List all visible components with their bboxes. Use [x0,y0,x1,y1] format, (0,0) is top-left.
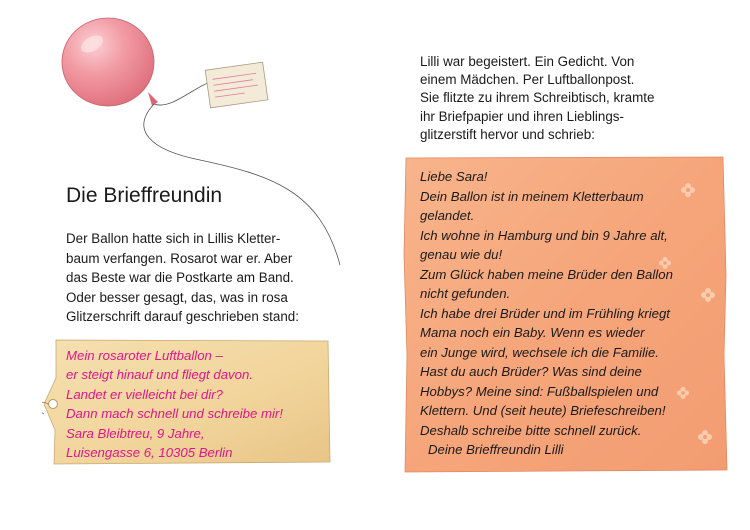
intro-line: Der Ballon hatte sich in Lillis Kletter- [66,231,281,246]
letter-signature: Deine Brieffreundin Lilli [428,442,564,457]
right-page [375,0,750,530]
right-paragraph [420,53,720,144]
right-line: einem Mädchen. Per Luftballonpost. [420,72,635,88]
letter-line: Mama noch ein Baby. Wenn es wieder [420,325,645,340]
letter-line: ein Junge wird, wechsele ich die Familie. [420,344,659,360]
tag-line: Dann mach schnell und schreibe mir! [66,406,283,422]
tag-line: Mein rosaroter Luftballon – [66,348,223,363]
letter-line: Ich habe drei Brüder und im Frühling kriegt [420,305,670,321]
tag-line: Landet er vielleicht bei dir? [66,386,223,402]
letter-line: Dein Ballon ist in meinem Kletterbaum [420,188,644,204]
letter-line: genau wie du! [420,247,503,262]
right-line: ihr Briefpapier und ihren Lieblings- [420,108,624,124]
letter [403,155,728,473]
right-line: glitzerstift hervor und schrieb: [420,126,595,142]
tag-line: Sara Bleibtreu, 9 Jahre, [66,425,205,441]
letter-line: Ich wohne in Hamburg und bin 9 Jahre alt, [420,227,668,243]
letter-line: Hobbys? Meine sind: Fußballspielen und [420,383,659,399]
intro-line: das Beste war die Postkarte am Band. [66,270,294,286]
intro-paragraph [66,229,336,327]
letter-body [420,167,673,460]
letter-line: Liebe Sara! [420,169,488,184]
intro-line: Glitzerschrift darauf geschrieben stand: [66,309,299,325]
postcard-tag [42,338,332,466]
letter-line: Hast du auch Brüder? Was sind deine [420,364,642,379]
tag-poem [66,346,283,462]
letter-line: gelandet. [420,208,475,223]
letter-line: Klettern. Und (seit heute) Briefeschreiben! [420,403,666,418]
tag-line: er steigt hinauf und fliegt davon. [66,367,253,383]
letter-line: Zum Glück haben meine Brüder den Ballon [420,266,673,282]
intro-line: baum verfangen. Rosarot war er. Aber [66,250,293,266]
letter-line: nicht gefunden. [420,286,511,301]
right-line: Sie flitzte zu ihrem Schreibtisch, kramte [420,90,655,106]
letter-line: Deshalb schreibe bitte schnell zurück. [420,422,642,438]
chapter-title: Die Brieffreundin [66,184,223,207]
intro-line: Oder besser gesagt, das, was in rosa [66,289,288,305]
tag-line: Luisengasse 6, 10305 Berlin [66,445,233,461]
right-line: Lilli war begeistert. Ein Gedicht. Von [420,54,635,69]
